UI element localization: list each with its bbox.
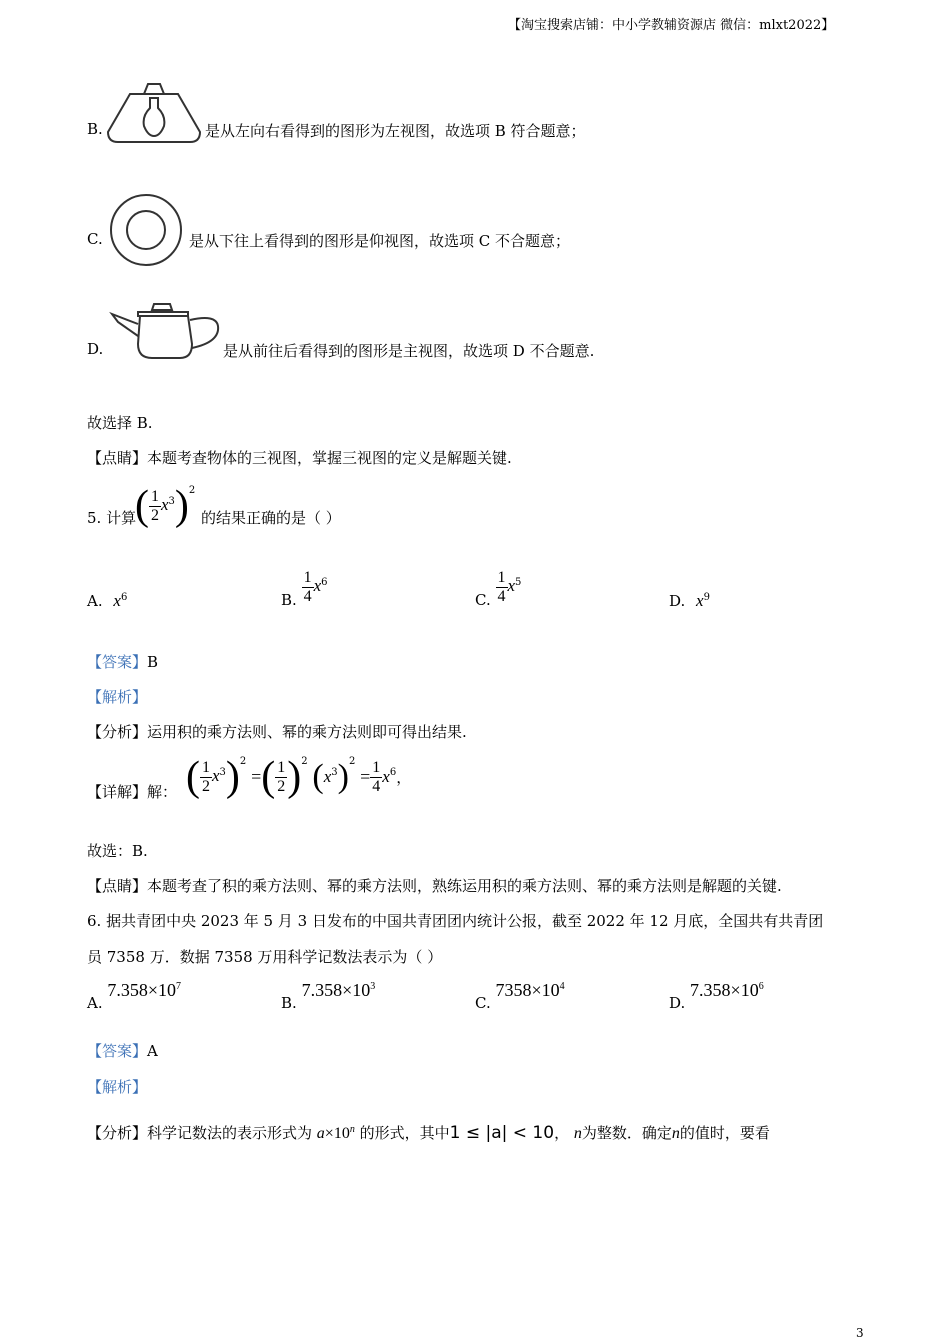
q6-analysis: 【分析】科学记数法的表示形式为 $a\times 10^n$ 的形式，其中1 ≤ |a| < 10， n为整数．确定n的值时，要看 [87,1123,770,1143]
q5-option-a: A. $x^6$ [87,591,128,610]
teapot-left-view-icon [104,80,204,146]
q5-answer: 【答案】B [87,653,159,671]
q4-option-c-label: C. [87,230,103,248]
left-paren: ( [135,483,149,529]
q5-option-c: C. $\frac{1}{4}$ $x^5$ [475,568,522,609]
q6-question-line2: 员 7358 万．数据 7358 万用科学记数法表示为（ ） [87,948,443,966]
q6-option-d: D. $7.358\times 10^6$ [669,980,764,1012]
q5-conclusion: 故选：B. [87,842,148,860]
q4-conclusion: 故选择 B. [87,414,153,432]
q5-detail-expression: ( $\frac{1}{2}$ $x^3)^2$ =( $\frac{1}{2}$ )$^2$ $(x^3)^2$ = $\frac{1}{4}$ $x^6$， [186,754,412,800]
q5-detail-prefix: 【详解】解： [87,783,178,801]
q4-comment: 【点睛】本题考查物体的三视图，掌握三视图的定义是解题关键. [87,449,512,467]
right-paren: ) [174,483,189,529]
q5-suffix: 的结果正确的是（ ） [201,509,341,527]
q5-comment: 【点睛】本题考查了积的乘方法则、幂的乘方法则，熟练运用积的乘方法则、幂的乘方法则是解题的关键. [87,877,782,895]
q4-option-b-label: B. [87,120,103,138]
q4-option-b-text: 是从左向右看得到的图形为左视图，故选项 B 符合题意； [205,122,586,140]
q4-option-c-text: 是从下往上看得到的图形是仰视图，故选项 C 不合题意； [189,232,571,250]
teapot-bottom-view-icon [108,192,184,268]
teapot-front-view-icon [108,300,222,362]
q5-option-b: B. $\frac{1}{4}$ $x^6$ [281,568,328,609]
q5-analysis: 【分析】运用积的乘方法则、幂的乘方法则即可得出结果. [87,723,467,741]
q5-analysis-tag: 【解析】 [87,688,148,706]
q5-prefix: 5. 计算 [87,509,137,527]
q6-option-a: A. $7.358\times 10^7$ [87,980,182,1012]
q4-option-d-text: 是从前往后看得到的图形是主视图，故选项 D 不合题意. [223,342,595,360]
q6-option-b: B. $7.358\times 10^3$ [281,980,376,1012]
q5-expression: ( $\frac{1}{2}$ $x^3)^2$ [135,483,196,529]
q6-option-c: C. $7358\times 10^4$ [475,980,565,1012]
q6-answer: 【答案】A [87,1042,158,1060]
q5-option-d: D. $x^9$ [669,591,710,610]
q4-option-d-label: D. [87,340,104,358]
header-shop-text: 【淘宝搜索店铺：中小学教辅资源店 微信：mlxt2022】 [508,18,835,33]
q6-analysis-tag: 【解析】 [87,1078,148,1096]
q5-fraction: $\frac{1}{2}$ [151,487,159,524]
page-number: 3 [856,1326,864,1340]
q6-question-line1: 6. 据共青团中央 2023 年 5 月 3 日发布的中国共青团团内统计公报，截至 2022 年 12 月底，全国共有共青团 [87,912,824,930]
